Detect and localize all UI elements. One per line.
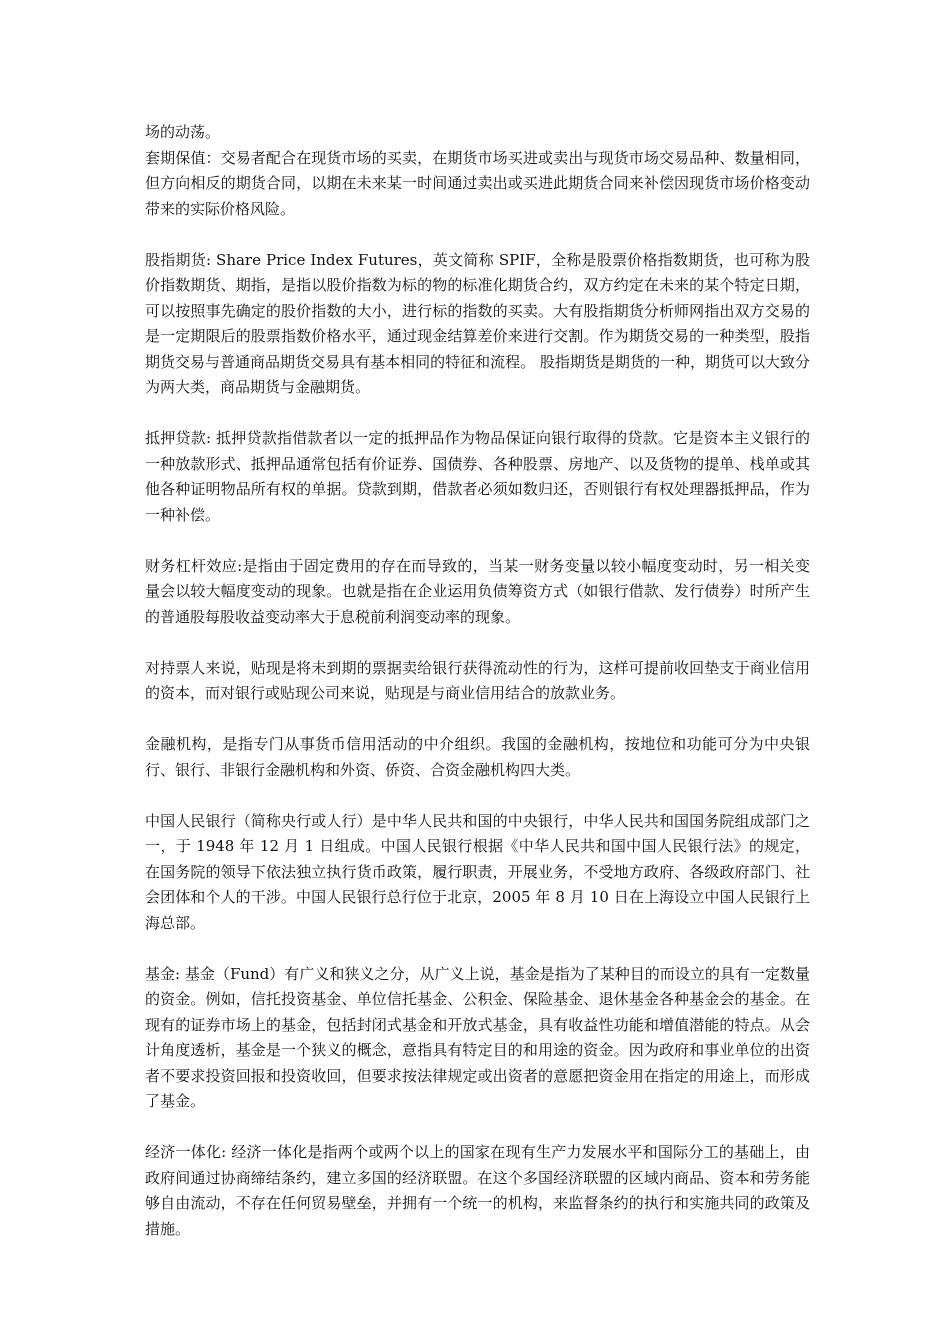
paragraph-continuation: 场的动荡。	[145, 123, 221, 141]
document-body	[145, 120, 810, 1268]
paragraph-financial-institutions: 金融机构，是指专门从事货币信用活动的中介组织。我国的金融机构，按地位和功能可分为中央银行、银行、非银行金融机构和外资、侨资、合资金融机构四大类。	[145, 735, 810, 779]
paragraph-discounting: 对持票人来说，贴现是将未到期的票据卖给银行获得流动性的行为，这样可提前收回垫支于商业信用的资本，而对银行或贴现公司来说，贴现是与商业信用结合的放款业务。	[145, 658, 810, 702]
paragraph-hedging: 套期保值：交易者配合在现货市场的买卖，在期货市场买进或卖出与现货市场交易品种、数量相同，但方向相反的期货合同，以期在未来某一时间通过卖出或买进此期货合同来补偿因现货市场价格变动带来的实际价格风险。	[145, 148, 810, 218]
paragraph-economic-integration: 经济一体化: 经济一体化是指两个或两个以上的国家在现有生产力发展水平和国际分工的基础上，由政府间通过协商缔结条约，建立多国的经济联盟。在这个多国经济联盟的区域内商品、资本和劳务能够自由流动，不存在任何贸易壁垒，并拥有一个统一的机构，来监督条约的执行和实施共同的政策及措施。	[145, 1143, 810, 1238]
paragraph-fund: 基金: 基金（Fund）有广义和狭义之分，从广义上说，基金是指为了某种目的而设立的具有一定数量的资金。例如，信托投资基金、单位信托基金、公积金、保险基金、退休基金各种基金会的基金。在现有的证券市场上的基金，包括封闭式基金和开放式基金，具有收益性功能和增值潜能的特点。从会计角度透析，基金是一个狭义的概念，意指具有特定目的和用途的资金。因为政府和事业单位的出资者不要求投资回报和投资收回，但要求按法律规定或出资者的意愿把资金用在指定的用途上，而形成了基金。	[145, 964, 810, 1110]
paragraph-mortgage-loan: 抵押贷款: 抵押贷款指借款者以一定的抵押品作为物品保证向银行取得的贷款。它是资本主义银行的一种放款形式、抵押品通常包括有价证券、国债券、各种股票、房地产、以及货物的提单、栈单或其他各种证明物品所有权的单据。贷款到期，借款者必须如数归还，否则银行有权处理器抵押品，作为一种补偿。	[145, 429, 810, 524]
paragraph-financial-leverage: 财务杠杆效应:是指由于固定费用的存在而导致的，当某一财务变量以较小幅度变动时，另一相关变量会以较大幅度变动的现象。也就是指在企业运用负债筹资方式（如银行借款、发行债券）时所产生的普通股每股收益变动率大于息税前利润变动率的现象。	[145, 556, 810, 626]
paragraph-stock-index-futures: 股指期货: Share Price Index Futures，英文简称 SPIF，全称是股票价格指数期货，也可称为股价指数期货、期指，是指以股价指数为标的物的标准化期货合约，双方约定在未来的某个特定日期，可以按照事先确定的股价指数的大小，进行标的指数的买卖。大有股指期货分析师网指出双方交易的是一定期限后的股票指数价格水平，通过现金结算差价来进行交割。作为期货交易的一种类型，股指期货交易与普通商品期货交易具有基本相同的特征和流程。 股指期货是期货的一种，期货可以大致分为两大类，商品期货与金融期货。	[145, 250, 810, 396]
paragraph-peoples-bank: 中国人民银行（简称央行或人行）是中华人民共和国的中央银行，中华人民共和国国务院组成部门之一，于 1948 年 12 月 1 日组成。中国人民银行根据《中华人民共和国中国人民银行法》的规定，在国务院的领导下依法独立执行货币政策，履行职责，开展业务，不受地方政府、各级政府部门、社会团体和个人的干涉。中国人民银行总行位于北京，2005 年 8 月 10 日在上海设立中国人民银行上海总部。	[145, 811, 810, 932]
